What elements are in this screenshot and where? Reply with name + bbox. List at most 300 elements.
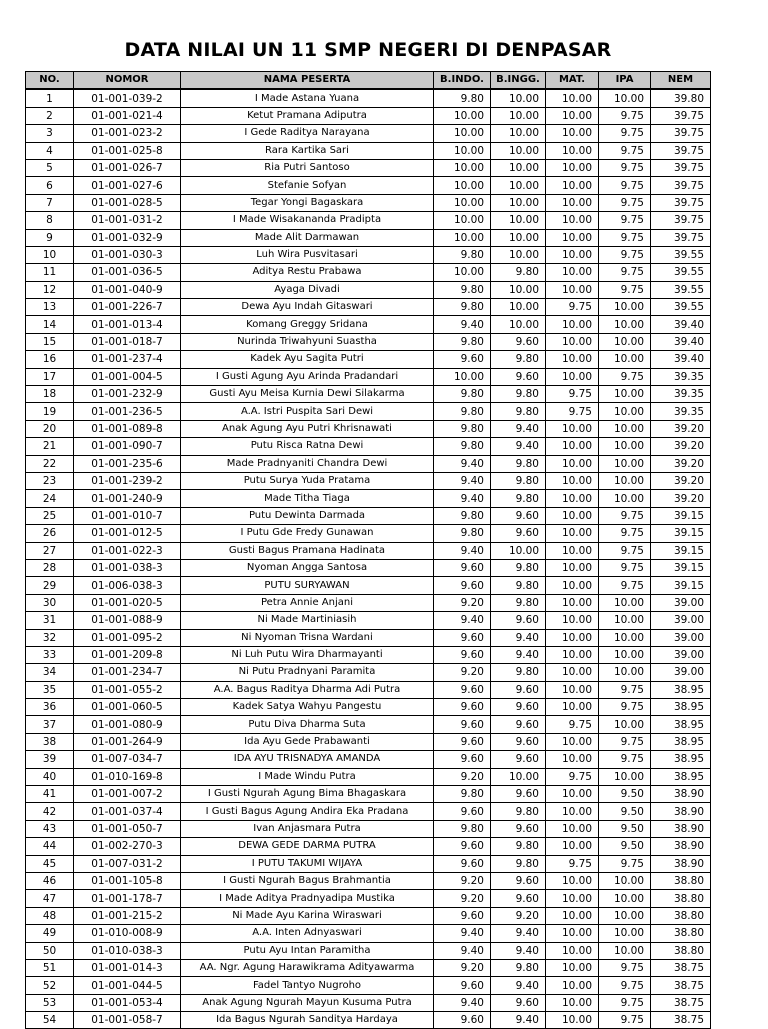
header-nomor: NOMOR [74, 72, 181, 90]
cell-nem: 38.80 [651, 925, 711, 942]
cell-ipa: 9.75 [599, 577, 651, 594]
cell-nama: PUTU SURYAWAN [181, 577, 434, 594]
cell-b-indo: 9.20 [434, 890, 491, 907]
cell-nomor: 01-001-012-5 [74, 525, 181, 542]
cell-b-ingg: 9.60 [491, 820, 546, 837]
cell-ipa: 9.75 [599, 959, 651, 976]
cell-b-ingg: 9.80 [491, 264, 546, 281]
cell-nomor: 01-001-226-7 [74, 299, 181, 316]
cell-b-indo: 9.40 [434, 316, 491, 333]
cell-b-ingg: 9.80 [491, 559, 546, 576]
cell-b-ingg: 10.00 [491, 159, 546, 176]
cell-mat: 9.75 [546, 716, 599, 733]
header-nama-peserta: NAMA PESERTA [181, 72, 434, 90]
table-row [26, 959, 711, 976]
cell-nem: 39.20 [651, 472, 711, 489]
cell-nomor: 01-001-039-2 [74, 89, 181, 107]
cell-b-indo: 9.80 [434, 420, 491, 437]
cell-nama: Putu Diva Dharma Suta [181, 716, 434, 733]
cell-nama: Rara Kartika Sari [181, 142, 434, 159]
cell-nama: Made Pradnyaniti Chandra Dewi [181, 455, 434, 472]
cell-mat: 10.00 [546, 472, 599, 489]
cell-mat: 10.00 [546, 803, 599, 820]
cell-no: 23 [26, 472, 74, 489]
cell-no: 28 [26, 559, 74, 576]
cell-b-ingg: 9.60 [491, 890, 546, 907]
cell-no: 40 [26, 768, 74, 785]
cell-nama: Nyoman Angga Santosa [181, 559, 434, 576]
cell-b-ingg: 9.80 [491, 855, 546, 872]
cell-nama: I Gusti Agung Ayu Arinda Pradandari [181, 368, 434, 385]
header-nem: NEM [651, 72, 711, 90]
table-row [26, 125, 711, 142]
cell-b-indo: 9.60 [434, 716, 491, 733]
cell-ipa: 9.75 [599, 159, 651, 176]
cell-b-indo: 9.40 [434, 455, 491, 472]
cell-ipa: 9.75 [599, 194, 651, 211]
cell-nomor: 01-007-031-2 [74, 855, 181, 872]
cell-no: 16 [26, 351, 74, 368]
cell-b-ingg: 9.40 [491, 1012, 546, 1029]
cell-mat: 9.75 [546, 386, 599, 403]
cell-b-ingg: 9.80 [491, 803, 546, 820]
cell-ipa: 9.75 [599, 107, 651, 124]
cell-nama: IDA AYU TRISNADYA AMANDA [181, 751, 434, 768]
cell-ipa: 9.75 [599, 751, 651, 768]
cell-b-indo: 9.60 [434, 646, 491, 663]
cell-mat: 10.00 [546, 925, 599, 942]
cell-nama: I Made Wisakananda Pradipta [181, 212, 434, 229]
cell-nem: 39.35 [651, 403, 711, 420]
cell-no: 47 [26, 890, 74, 907]
cell-nomor: 01-001-026-7 [74, 159, 181, 176]
cell-nama: Ni Luh Putu Wira Dharmayanti [181, 646, 434, 663]
cell-no: 31 [26, 612, 74, 629]
cell-no: 9 [26, 229, 74, 246]
cell-nama: I Gusti Ngurah Bagus Brahmantia [181, 872, 434, 889]
cell-nem: 38.90 [651, 855, 711, 872]
cell-nomor: 01-001-240-9 [74, 490, 181, 507]
cell-nomor: 01-001-023-2 [74, 125, 181, 142]
cell-nem: 39.40 [651, 351, 711, 368]
cell-nem: 38.95 [651, 699, 711, 716]
cell-b-indo: 9.80 [434, 507, 491, 524]
cell-mat: 10.00 [546, 559, 599, 576]
cell-b-ingg: 9.40 [491, 646, 546, 663]
cell-b-ingg: 9.80 [491, 838, 546, 855]
cell-ipa: 10.00 [599, 942, 651, 959]
cell-mat: 10.00 [546, 959, 599, 976]
cell-no: 15 [26, 333, 74, 350]
cell-nama: Ni Made Ayu Karina Wiraswari [181, 907, 434, 924]
cell-b-ingg: 10.00 [491, 768, 546, 785]
cell-b-indo: 9.40 [434, 942, 491, 959]
cell-nem: 38.75 [651, 977, 711, 994]
table-row [26, 507, 711, 524]
cell-nama: Made Alit Darmawan [181, 229, 434, 246]
cell-nomor: 01-001-040-9 [74, 281, 181, 298]
cell-b-indo: 10.00 [434, 125, 491, 142]
cell-nama: Putu Surya Yuda Pratama [181, 472, 434, 489]
cell-nomor: 01-001-095-2 [74, 629, 181, 646]
cell-no: 25 [26, 507, 74, 524]
cell-nomor: 01-001-037-4 [74, 803, 181, 820]
cell-nomor: 01-001-060-5 [74, 699, 181, 716]
cell-b-indo: 9.20 [434, 664, 491, 681]
cell-no: 21 [26, 438, 74, 455]
cell-b-indo: 10.00 [434, 159, 491, 176]
cell-b-ingg: 10.00 [491, 125, 546, 142]
cell-ipa: 9.75 [599, 507, 651, 524]
cell-mat: 10.00 [546, 872, 599, 889]
cell-b-ingg: 9.60 [491, 751, 546, 768]
cell-nomor: 01-007-034-7 [74, 751, 181, 768]
cell-nem: 38.80 [651, 890, 711, 907]
table-row [26, 542, 711, 559]
cell-nomor: 01-001-010-7 [74, 507, 181, 524]
table-row [26, 142, 711, 159]
cell-b-ingg: 9.60 [491, 786, 546, 803]
table-row [26, 299, 711, 316]
cell-mat: 10.00 [546, 786, 599, 803]
cell-no: 34 [26, 664, 74, 681]
cell-nama: A.A. Inten Adnyaswari [181, 925, 434, 942]
cell-ipa: 9.75 [599, 699, 651, 716]
cell-no: 52 [26, 977, 74, 994]
cell-ipa: 9.50 [599, 803, 651, 820]
cell-b-indo: 10.00 [434, 264, 491, 281]
table-row [26, 594, 711, 611]
cell-nomor: 01-001-021-4 [74, 107, 181, 124]
cell-b-ingg: 9.60 [491, 333, 546, 350]
cell-b-ingg: 9.60 [491, 716, 546, 733]
cell-b-indo: 9.60 [434, 977, 491, 994]
table-row [26, 386, 711, 403]
cell-ipa: 9.50 [599, 820, 651, 837]
cell-ipa: 9.50 [599, 786, 651, 803]
cell-mat: 10.00 [546, 594, 599, 611]
cell-ipa: 9.50 [599, 838, 651, 855]
cell-ipa: 10.00 [599, 455, 651, 472]
cell-no: 18 [26, 386, 74, 403]
cell-no: 30 [26, 594, 74, 611]
cell-mat: 10.00 [546, 264, 599, 281]
cell-nomor: 01-001-053-4 [74, 994, 181, 1011]
cell-nem: 39.20 [651, 455, 711, 472]
cell-b-ingg: 9.80 [491, 472, 546, 489]
cell-ipa: 10.00 [599, 925, 651, 942]
table-row [26, 716, 711, 733]
cell-b-indo: 9.80 [434, 281, 491, 298]
cell-nama: Gusti Ayu Meisa Kurnia Dewi Silakarma [181, 386, 434, 403]
cell-ipa: 10.00 [599, 629, 651, 646]
cell-nem: 38.95 [651, 681, 711, 698]
cell-nama: A.A. Bagus Raditya Dharma Adi Putra [181, 681, 434, 698]
cell-nomor: 01-001-020-5 [74, 594, 181, 611]
cell-b-ingg: 9.80 [491, 664, 546, 681]
cell-mat: 10.00 [546, 942, 599, 959]
table-row [26, 420, 711, 437]
table-row [26, 768, 711, 785]
cell-mat: 10.00 [546, 507, 599, 524]
cell-mat: 10.00 [546, 907, 599, 924]
cell-b-indo: 9.60 [434, 1012, 491, 1029]
cell-no: 50 [26, 942, 74, 959]
table-row [26, 855, 711, 872]
cell-no: 37 [26, 716, 74, 733]
cell-nama: Luh Wira Pusvitasari [181, 246, 434, 263]
table-row [26, 838, 711, 855]
cell-nomor: 01-001-025-8 [74, 142, 181, 159]
table-row [26, 872, 711, 889]
cell-b-ingg: 10.00 [491, 194, 546, 211]
header-ipa: IPA [599, 72, 651, 90]
cell-nem: 39.15 [651, 507, 711, 524]
cell-b-ingg: 9.60 [491, 994, 546, 1011]
table-row [26, 646, 711, 663]
cell-b-ingg: 9.60 [491, 507, 546, 524]
cell-ipa: 10.00 [599, 594, 651, 611]
table-row [26, 177, 711, 194]
cell-b-ingg: 9.60 [491, 872, 546, 889]
cell-nama: Ni Putu Pradnyani Paramita [181, 664, 434, 681]
cell-nem: 39.35 [651, 368, 711, 385]
cell-no: 2 [26, 107, 74, 124]
cell-b-indo: 9.80 [434, 820, 491, 837]
cell-nem: 39.75 [651, 142, 711, 159]
table-row [26, 212, 711, 229]
cell-nama: Kadek Ayu Sagita Putri [181, 351, 434, 368]
cell-nama: A.A. Istri Puspita Sari Dewi [181, 403, 434, 420]
cell-no: 39 [26, 751, 74, 768]
cell-nama: DEWA GEDE DARMA PUTRA [181, 838, 434, 855]
cell-nem: 39.55 [651, 246, 711, 263]
cell-mat: 10.00 [546, 542, 599, 559]
cell-nomor: 01-001-239-2 [74, 472, 181, 489]
cell-b-ingg: 9.80 [491, 403, 546, 420]
cell-nomor: 01-001-032-9 [74, 229, 181, 246]
cell-b-indo: 9.80 [434, 438, 491, 455]
cell-nem: 39.15 [651, 542, 711, 559]
cell-no: 45 [26, 855, 74, 872]
table-row [26, 229, 711, 246]
cell-nem: 39.00 [651, 646, 711, 663]
cell-mat: 10.00 [546, 316, 599, 333]
cell-nomor: 01-001-236-5 [74, 403, 181, 420]
cell-ipa: 10.00 [599, 907, 651, 924]
cell-no: 14 [26, 316, 74, 333]
cell-no: 17 [26, 368, 74, 385]
cell-no: 4 [26, 142, 74, 159]
cell-no: 10 [26, 246, 74, 263]
cell-nomor: 01-001-036-5 [74, 264, 181, 281]
cell-nem: 38.75 [651, 994, 711, 1011]
table-row [26, 629, 711, 646]
cell-nem: 39.55 [651, 264, 711, 281]
cell-nama: Ketut Pramana Adiputra [181, 107, 434, 124]
cell-mat: 9.75 [546, 403, 599, 420]
cell-mat: 10.00 [546, 229, 599, 246]
cell-nem: 38.80 [651, 872, 711, 889]
cell-nama: I Made Windu Putra [181, 768, 434, 785]
cell-b-ingg: 10.00 [491, 142, 546, 159]
cell-no: 38 [26, 733, 74, 750]
table-row [26, 559, 711, 576]
cell-ipa: 10.00 [599, 490, 651, 507]
cell-nem: 38.80 [651, 942, 711, 959]
cell-mat: 10.00 [546, 455, 599, 472]
cell-b-indo: 10.00 [434, 107, 491, 124]
table-row [26, 351, 711, 368]
cell-mat: 10.00 [546, 212, 599, 229]
cell-mat: 10.00 [546, 107, 599, 124]
cell-nomor: 01-001-013-4 [74, 316, 181, 333]
cell-ipa: 9.75 [599, 1012, 651, 1029]
cell-b-indo: 9.80 [434, 299, 491, 316]
cell-nem: 39.20 [651, 438, 711, 455]
cell-mat: 10.00 [546, 612, 599, 629]
cell-b-indo: 9.80 [434, 89, 491, 107]
cell-b-ingg: 9.20 [491, 907, 546, 924]
cell-b-indo: 9.20 [434, 959, 491, 976]
cell-nomor: 01-001-058-7 [74, 1012, 181, 1029]
cell-nem: 38.95 [651, 768, 711, 785]
cell-nama: Anak Agung Ngurah Mayun Kusuma Putra [181, 994, 434, 1011]
cell-b-indo: 9.60 [434, 838, 491, 855]
cell-nem: 39.20 [651, 490, 711, 507]
cell-nama: I Made Astana Yuana [181, 89, 434, 107]
cell-nomor: 01-010-038-3 [74, 942, 181, 959]
cell-no: 1 [26, 89, 74, 107]
cell-ipa: 10.00 [599, 299, 651, 316]
cell-nem: 39.00 [651, 612, 711, 629]
cell-ipa: 10.00 [599, 386, 651, 403]
cell-ipa: 10.00 [599, 646, 651, 663]
cell-mat: 10.00 [546, 159, 599, 176]
cell-nama: I Putu Gde Fredy Gunawan [181, 525, 434, 542]
cell-nem: 39.40 [651, 333, 711, 350]
cell-nama: Ni Made Martiniasih [181, 612, 434, 629]
cell-nomor: 01-001-028-5 [74, 194, 181, 211]
cell-b-ingg: 9.40 [491, 629, 546, 646]
cell-b-indo: 9.80 [434, 386, 491, 403]
cell-nem: 39.75 [651, 229, 711, 246]
cell-nem: 39.75 [651, 125, 711, 142]
table-row [26, 472, 711, 489]
cell-ipa: 10.00 [599, 716, 651, 733]
cell-b-ingg: 10.00 [491, 229, 546, 246]
table-row [26, 194, 711, 211]
cell-ipa: 10.00 [599, 333, 651, 350]
cell-nomor: 01-001-044-5 [74, 977, 181, 994]
cell-no: 8 [26, 212, 74, 229]
cell-no: 12 [26, 281, 74, 298]
cell-mat: 10.00 [546, 368, 599, 385]
cell-nomor: 01-001-080-9 [74, 716, 181, 733]
cell-ipa: 10.00 [599, 89, 651, 107]
table-header-row [26, 72, 711, 90]
document-title: DATA NILAI UN 11 SMP NEGERI DI DENPASAR [124, 39, 612, 61]
cell-nomor: 01-001-022-3 [74, 542, 181, 559]
cell-mat: 10.00 [546, 125, 599, 142]
cell-no: 42 [26, 803, 74, 820]
cell-b-indo: 9.80 [434, 525, 491, 542]
table-row [26, 994, 711, 1011]
cell-ipa: 10.00 [599, 403, 651, 420]
cell-b-ingg: 9.80 [491, 455, 546, 472]
cell-nem: 39.55 [651, 299, 711, 316]
cell-ipa: 9.75 [599, 977, 651, 994]
cell-nama: Gusti Bagus Pramana Hadinata [181, 542, 434, 559]
cell-ipa: 10.00 [599, 890, 651, 907]
header-b-ingg: B.INGG. [491, 72, 546, 90]
table-row [26, 907, 711, 924]
table-row [26, 751, 711, 768]
cell-ipa: 10.00 [599, 420, 651, 437]
cell-mat: 10.00 [546, 525, 599, 542]
cell-b-indo: 10.00 [434, 368, 491, 385]
cell-b-indo: 9.20 [434, 594, 491, 611]
cell-nem: 39.75 [651, 194, 711, 211]
table-row [26, 281, 711, 298]
cell-b-indo: 10.00 [434, 229, 491, 246]
cell-b-indo: 9.80 [434, 786, 491, 803]
cell-b-ingg: 9.60 [491, 368, 546, 385]
cell-nama: Nurinda Triwahyuni Suastha [181, 333, 434, 350]
cell-nama: Tegar Yongi Bagaskara [181, 194, 434, 211]
cell-nem: 39.15 [651, 577, 711, 594]
cell-nomor: 01-001-237-4 [74, 351, 181, 368]
cell-no: 49 [26, 925, 74, 942]
cell-mat: 9.75 [546, 768, 599, 785]
cell-nem: 39.15 [651, 559, 711, 576]
cell-no: 46 [26, 872, 74, 889]
cell-no: 36 [26, 699, 74, 716]
cell-b-ingg: 10.00 [491, 89, 546, 107]
table-row [26, 1012, 711, 1029]
table-row [26, 89, 711, 107]
table-row [26, 803, 711, 820]
cell-nomor: 01-001-088-9 [74, 612, 181, 629]
cell-nem: 38.95 [651, 733, 711, 750]
cell-ipa: 9.75 [599, 855, 651, 872]
cell-mat: 10.00 [546, 438, 599, 455]
cell-no: 51 [26, 959, 74, 976]
cell-b-indo: 9.60 [434, 733, 491, 750]
cell-b-indo: 9.80 [434, 246, 491, 263]
cell-nama: I Gusti Bagus Agung Andira Eka Pradana [181, 803, 434, 820]
cell-nomor: 01-001-027-6 [74, 177, 181, 194]
cell-ipa: 10.00 [599, 472, 651, 489]
cell-b-indo: 9.60 [434, 855, 491, 872]
table-row [26, 977, 711, 994]
cell-nem: 38.75 [651, 1012, 711, 1029]
cell-ipa: 9.75 [599, 542, 651, 559]
cell-b-ingg: 9.40 [491, 977, 546, 994]
cell-b-ingg: 10.00 [491, 107, 546, 124]
cell-nama: Dewa Ayu Indah Gitaswari [181, 299, 434, 316]
cell-nem: 39.75 [651, 177, 711, 194]
cell-mat: 9.75 [546, 855, 599, 872]
cell-nama: I PUTU TAKUMI WIJAYA [181, 855, 434, 872]
cell-mat: 9.75 [546, 299, 599, 316]
cell-b-indo: 9.80 [434, 333, 491, 350]
cell-no: 6 [26, 177, 74, 194]
cell-nem: 38.90 [651, 838, 711, 855]
table-row [26, 786, 711, 803]
table-row [26, 264, 711, 281]
cell-ipa: 10.00 [599, 316, 651, 333]
